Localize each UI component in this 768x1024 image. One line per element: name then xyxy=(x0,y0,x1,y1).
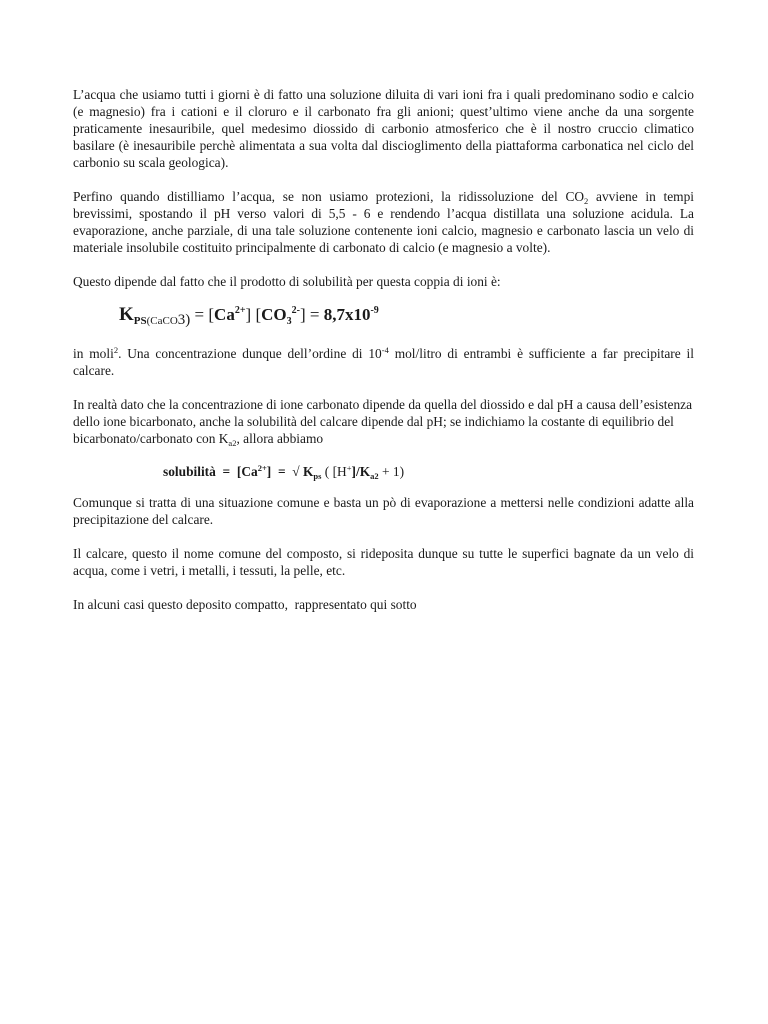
co-text: CO xyxy=(261,305,287,324)
text-segment: avviene in tempi brevissimi, spostando il pH verso valori di 5,5 - 6 e rendendo l’acqua distillata una soluzione acidula. La evaporazione, anche parziale, di una tale soluzione contenente ioni calcio, magnesio e carbonato lascia un velo di materiale insolubile costituito principalmente di carbonato di calcio (e magnesio a volte). xyxy=(73,189,694,255)
ka-text: ]/K xyxy=(351,464,371,479)
solubility-product-formula xyxy=(119,304,694,331)
paragraph-solubility-intro: Questo dipende dal fatto che il prodotto di solubilità per questa coppia di ioni è: xyxy=(73,274,501,289)
superscript: -4 xyxy=(381,345,389,355)
paragraph-distillation xyxy=(73,188,694,256)
ksp-value: 8,7x10 xyxy=(323,305,371,324)
eq-text: = [ xyxy=(190,305,215,324)
solubility-formula xyxy=(163,463,694,480)
plus-text: + 1) xyxy=(378,464,405,479)
subscript: 2 xyxy=(584,196,589,206)
solubility-label: solubilità xyxy=(163,464,216,479)
eq-text: = [Ca xyxy=(215,464,258,479)
superscript: 2 xyxy=(113,345,119,355)
paren-text: ( [H xyxy=(321,464,347,479)
paragraph-compact-deposit: In alcuni casi questo deposito compatto, rappresentato qui sotto xyxy=(73,597,417,612)
document-page xyxy=(73,86,694,613)
a2-subscript: a2 xyxy=(370,471,379,481)
paragraph-deposition: Il calcare, questo il nome comune del composto, si rideposita dunque su tutte le superfici bagnate da un velo di acqua, come i vetri, i metalli, i tessuti, la pelle, etc. xyxy=(73,546,694,578)
k-symbol: K xyxy=(119,304,134,325)
co-subscript: 3 xyxy=(286,316,292,327)
h-charge: + xyxy=(346,463,352,473)
ca-text: Ca xyxy=(214,305,235,324)
text-segment: . Una concentrazione dunque dell’ordine di 10 xyxy=(118,346,382,361)
three-text: 3) xyxy=(177,312,191,328)
sqrt-text: ] = √ K xyxy=(266,464,314,479)
bracket-text: ] [ xyxy=(245,305,262,324)
ca-charge: 2+ xyxy=(257,463,267,473)
ps-subscript: ps xyxy=(313,471,322,481)
text-segment: , allora abbiamo xyxy=(236,431,324,446)
caco-text: (CaCO xyxy=(146,315,178,327)
paragraph-bicarbonate xyxy=(73,396,694,447)
text-segment: Perfino quando distilliamo l’acqua, se non usiamo protezioni, la ridissoluzione del CO xyxy=(73,189,585,204)
eq-text-2: ] = xyxy=(299,305,324,324)
paragraph-intro: L’acqua che usiamo tutti i giorni è di fatto una soluzione diluita di vari ioni fra i quali predominano sodio e calcio (e magnesio) fra i cationi e il cloruro e il carbonato fra gli anioni; quest’ultimo viene anche da una sorgente praticamente inesauribile, quel medesimo diossido di carbonio atmosferico che è il nostro cruccio climatico basilare (è inesauribile perchè alimentata a sua volta dal discioglimento della piattaforma carbonatica nel ciclo del carbonio su scala geologica). xyxy=(73,87,694,170)
subscript: a2 xyxy=(228,438,237,448)
co-charge: 2- xyxy=(291,305,300,316)
paragraph-evaporation: Comunque si tratta di una situazione comune e basta un pò di evaporazione a mettersi nelle condizioni adatte alla precipitazione del calcare. xyxy=(73,495,694,527)
ps-subscript xyxy=(134,315,178,327)
text-segment: mol/litro di entrambi è sufficiente a far precipitare il calcare. xyxy=(73,346,694,378)
text-segment: in moli xyxy=(73,346,114,361)
text-segment: In realtà dato che la concentrazione di ione carbonato dipende da quella del diossido e dal pH a causa dell’esistenza dello ione bicarbonato, anche la solubilità del calcare dipende dal pH; se indichiamo la costante di equilibrio del bicarbonato/carbonato con K xyxy=(73,397,693,446)
ksp-exponent: -9 xyxy=(370,305,379,316)
ps-text: PS xyxy=(133,315,147,327)
ca-charge: 2+ xyxy=(234,305,246,316)
paragraph-concentration xyxy=(73,345,694,379)
